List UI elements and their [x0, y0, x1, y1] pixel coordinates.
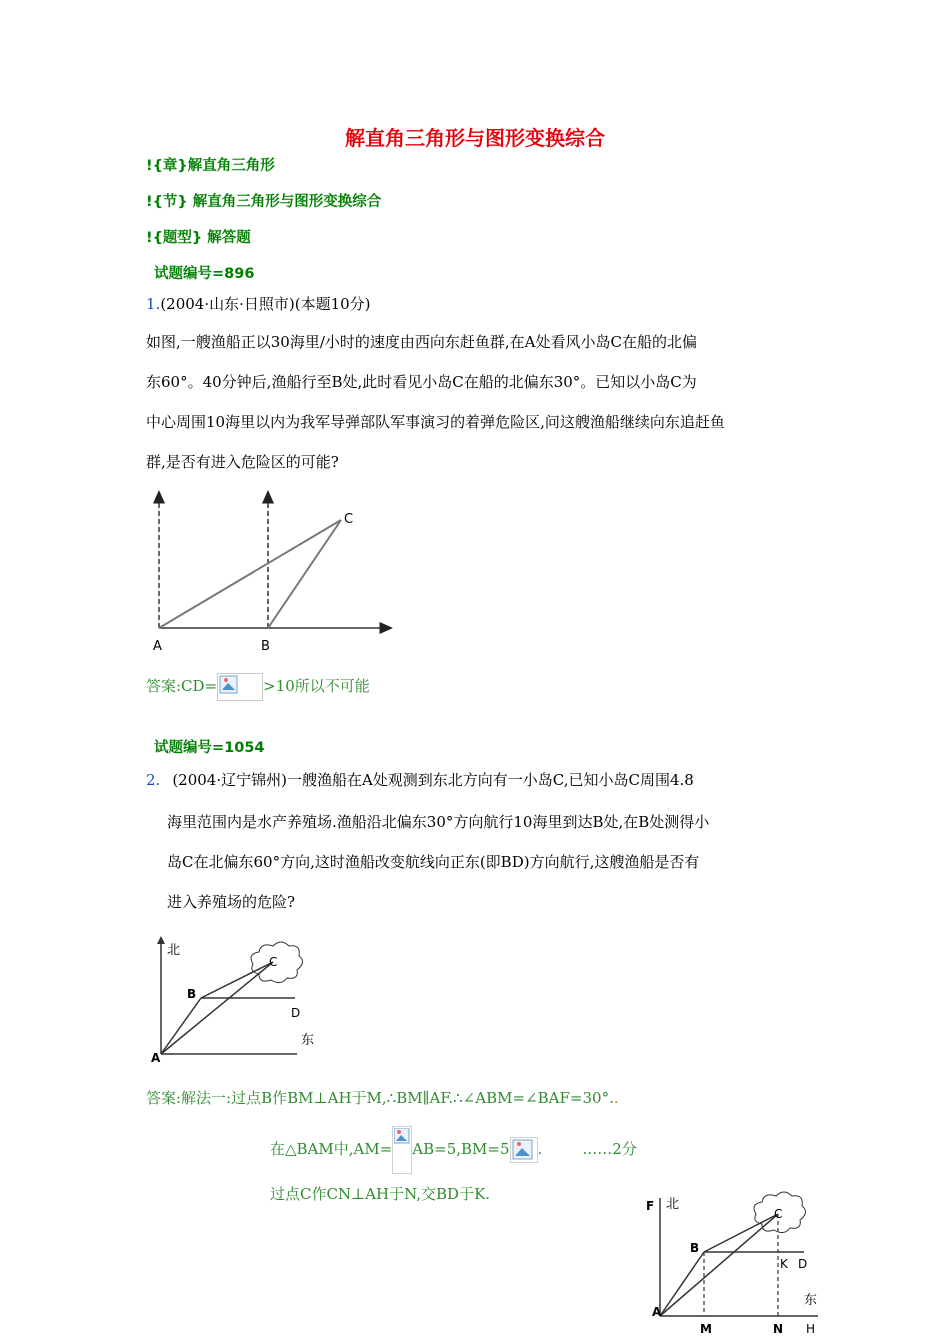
question-2-number: 2 [146, 771, 156, 789]
label-f: F [646, 1199, 655, 1213]
answer-2-line-1: 答案:解法一:过点B作BM⊥AH于M,∴BM∥AF.∴∠ABM=∠BAF=30°. [146, 1089, 614, 1107]
answer-2-line-2b: AB=5,BM=5 [412, 1140, 510, 1158]
label-m: M [700, 1322, 712, 1336]
broken-image-icon [510, 1137, 538, 1163]
label-h: H [806, 1322, 816, 1336]
label-east: 东 [301, 1033, 315, 1048]
chapter-tag: !{章}解直角三角形 [146, 158, 275, 174]
question-2-figure [145, 932, 325, 1064]
question-2-answer-line-3: 过点C作CN⊥AH于N,交BD于K. [270, 1185, 491, 1203]
question-1-line: 群,是否有进入危险区的可能? [146, 453, 339, 471]
question-2-text [167, 802, 709, 922]
section-tag: !{节} 解直角三角形与图形变换综合 [146, 194, 382, 210]
question-2-id: 试题编号=1054 [154, 740, 265, 756]
label-c: C [774, 1207, 783, 1221]
answer-2-score: ……2分 [582, 1140, 637, 1158]
question-2-line-first: 2. (2004·辽宁锦州)一艘渔船在A处观测到东北方向有一小岛C,已知小岛C周围4.8 [146, 771, 694, 789]
label-n: N [773, 1322, 784, 1336]
question-1-line: 如图,一艘渔船正以30海里/小时的速度由西向东赶鱼群,在A处看风小岛C在船的北偏 [146, 333, 697, 351]
question-2-answer-line-1 [146, 1078, 619, 1118]
question-1-text [146, 322, 826, 482]
label-a: A [153, 639, 162, 654]
label-a: A [151, 1051, 161, 1064]
answer-1-prefix: 答案:CD= [146, 677, 218, 695]
answer-2-line-2c: . [537, 1140, 543, 1158]
label-d: D [291, 1006, 301, 1020]
question-2-answer-figure [640, 1188, 830, 1338]
label-a: A [652, 1305, 662, 1319]
label-b: B [690, 1241, 700, 1255]
question-1-line: 中心周围10海里以内为我军导弹部队军事演习的着弹危险区,问这艘渔船继续向东追赶鱼 [146, 413, 725, 431]
question-1-line: 东60°。40分钟后,渔船行至B处,此时看见小岛C在船的北偏东30°。已知以小岛C为 [146, 373, 697, 391]
question-1-figure [145, 488, 405, 658]
line-ac [161, 962, 273, 1054]
answer-1-suffix: >10所以不可能 [263, 677, 370, 695]
label-east: 东 [804, 1293, 818, 1308]
label-north: 北 [167, 943, 181, 958]
answer-2-line-2a: 在△BAM中,AM= [270, 1140, 393, 1158]
line-ac [159, 520, 341, 628]
label-c: C [344, 512, 354, 527]
question-2-line: 进入养殖场的危险? [167, 893, 296, 911]
question-type-tag: !{题型} 解答题 [146, 230, 251, 246]
label-b: B [261, 639, 270, 654]
question-1-answer [146, 666, 370, 706]
label-b: B [187, 987, 197, 1001]
label-c: C [269, 955, 278, 969]
line-bc [268, 520, 341, 628]
question-2-line: (2004·辽宁锦州)一艘渔船在A处观测到东北方向有一小岛C,已知小岛C周围4.8 [172, 771, 694, 789]
question-2-answer-line-2 [270, 1126, 637, 1174]
label-north: 北 [666, 1197, 680, 1212]
line-bc [201, 962, 273, 998]
line-ac [660, 1214, 778, 1316]
question-2-line: 岛C在北偏东60°方向,这时渔船改变航线向正东(即BD)方向航行,这艘渔船是否有 [167, 853, 700, 871]
answer-2-dot: . [613, 1089, 619, 1107]
broken-image-icon [217, 673, 263, 701]
question-1-header: 1.(2004·山东·日照市)(本题10分) [146, 295, 371, 313]
question-1-number: 1 [146, 295, 156, 313]
label-k: K [780, 1257, 788, 1271]
page-title: 解直角三角形与图形变换综合 [345, 126, 605, 150]
question-1-source: (2004·山东·日照市)(本题10分) [160, 295, 371, 313]
label-d: D [798, 1257, 808, 1271]
question-1-id: 试题编号=896 [154, 266, 255, 282]
broken-image-icon [392, 1126, 412, 1174]
question-2-line: 海里范围内是水产养殖场.渔船沿北偏东30°方向航行10海里到达B处,在B处测得小 [167, 813, 710, 831]
